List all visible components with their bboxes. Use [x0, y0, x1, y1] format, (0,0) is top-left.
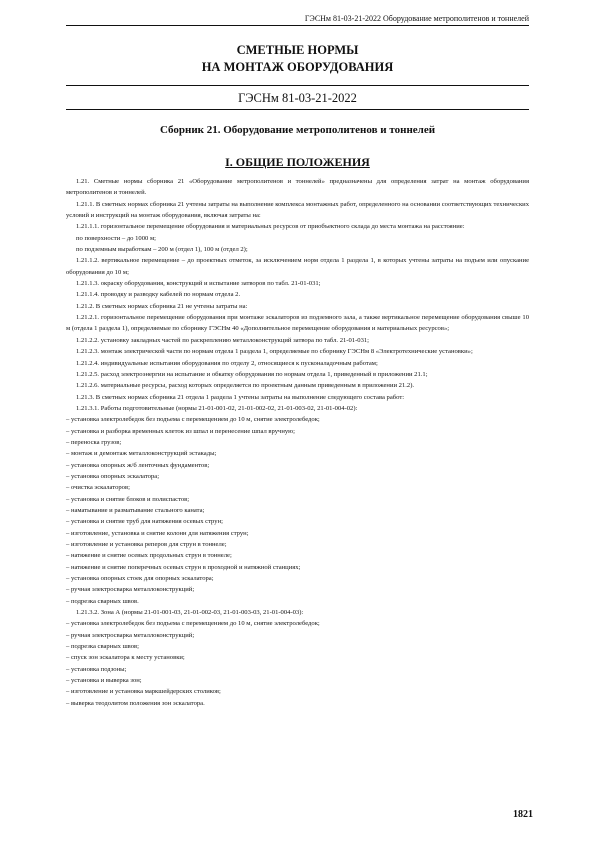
- paragraph: по поверхности – до 1000 м;: [76, 234, 156, 242]
- title-line-1: СМЕТНЫЕ НОРМЫ: [236, 43, 359, 57]
- paragraph: 1.21.2.6. материальные ресурсы, расход которых определяется по проектным данным приведенным в приложении 21.2).: [76, 382, 415, 390]
- header-divider: [66, 25, 529, 26]
- document-title: [0, 42, 595, 76]
- paragraph: 1.21.2.2. установку закладных частей по раскреплению металлоконструкций затвора по табл. 21-01-031;: [76, 336, 369, 344]
- list-item: – установка и разборка временных клеток из шпал и перенесение шпал вручную;: [66, 427, 295, 435]
- list-item: – установка опорных стоек для опорных эскалатора;: [66, 575, 214, 583]
- list-item: – установка электролебедок без подъема с перемещением до 10 м, снятие электролебедок;: [66, 620, 320, 628]
- running-header: ГЭСНм 81-03-21-2022 Оборудование метрополитенов и тоннелей: [304, 14, 529, 23]
- list-item: – изготовление и установка реперов для струн в тоннеле;: [66, 541, 227, 548]
- page-number: 1821: [513, 809, 533, 820]
- paragraph: 1.21.2.4. индивидуальные испытания оборудования по отделу 2, относящиеся к пусконаладочным работам;: [76, 359, 378, 367]
- collection-title: Сборник 21. Оборудование метрополитенов и тоннелей: [159, 124, 436, 136]
- document-code: ГЭСНм 81-03-21-2022: [238, 91, 357, 105]
- paragraph: 1.21.2. В сметных нормах сборника 21 не учтены затраты на:: [76, 302, 248, 310]
- list-item: – установка подзоны;: [66, 665, 127, 673]
- paragraph: 1.21.1.3. окраску оборудования, конструкций и испытание затворов по табл. 21-01-031;: [76, 280, 321, 288]
- list-item: – ручная электросварка металлоконструкций;: [66, 631, 195, 639]
- list-item: – установка и выверка зон;: [66, 677, 142, 685]
- paragraph: 1.21.1. В сметных нормах сборника 21 учтены затраты на выполнение комплекса монтажных работ, определенного на основании соответствующих технических условий и инструкций на монтаж оборудования, включая затраты на:: [66, 200, 529, 220]
- list-item: – установка электролебедок без подъема с перемещением до 10 м, снятие электролебедок;: [66, 416, 320, 424]
- list-item: – ручная электросварка металлоконструкций;: [66, 586, 195, 594]
- paragraph: 1.21.2.5. расход электроэнергии на испытание и обкатку оборудования по нормам отдела 1, приведенный в приложении 21.1;: [76, 370, 428, 378]
- title-divider-bottom: [66, 109, 529, 110]
- paragraph: 1.21.3.1. Работы подготовительные (нормы 21-01-001-02, 21-01-002-02, 21-01-003-02, 21-01-004-02):: [76, 404, 358, 412]
- list-item: – изготовление, установка и снятие колонн для натяжения струн;: [66, 529, 249, 537]
- paragraph: 1.21.1.4. проводку и разводку кабелей по нормам отдела 2.: [76, 291, 241, 299]
- list-item: – установка и снятие труб для натяжения осевых струн;: [66, 518, 223, 526]
- list-item: – переноска грузов;: [66, 438, 122, 446]
- list-item: – изготовление и установка маркшейдерских столиков;: [66, 688, 221, 696]
- list-item: – очистка эскалаторов;: [66, 484, 130, 492]
- document-body: [66, 176, 529, 709]
- list-item: – натяжение и снятие осевых продольных струн в тоннеле;: [66, 552, 232, 560]
- paragraph: 1.21.3.2. Зона А (нормы 21-01-001-03, 21-01-002-03, 21-01-003-03, 21-01-004-03):: [76, 609, 304, 617]
- list-item: – установка опорных эскалатора;: [66, 472, 160, 480]
- paragraph: 1.21.2.3. монтаж электрической части по нормам отдела 1 раздела 1, определяемые по сборнику ГЭСНм 8 «Электротехнические установки»;: [76, 348, 473, 356]
- paragraph: 1.21.3. В сметных нормах сборника 21 отдела 1 раздела 1 учтены затраты на выполнение следующего состава работ:: [76, 393, 405, 401]
- list-item: – наматывание и разматывание стального каната;: [66, 506, 205, 514]
- paragraph: 1.21. Сметные нормы сборника 21 «Оборудование метрополитенов и тоннелей» предназначены для определения затрат на монтаж оборудования метрополитенов и тоннелей.: [66, 178, 529, 197]
- paragraph: 1.21.1.2. вертикальное перемещение – до проектных отметок, за исключением норм отдела 1 раздела 1, в которых учтены затраты на подъем или опускание оборудования до 10 м;: [66, 257, 529, 276]
- paragraph: 1.21.1.1. горизонтальное перемещение оборудования и материальных ресурсов от приобъектного склада до места монтажа на расстояние:: [76, 223, 465, 231]
- list-item: – подрезка сварных швов;: [66, 643, 139, 651]
- title-divider-top: [66, 85, 529, 86]
- section-heading: I. ОБЩИЕ ПОЛОЖЕНИЯ: [225, 155, 370, 169]
- list-item: – подрезка сварных швов.: [66, 597, 139, 605]
- list-item: – спуск зон эскалатора к месту установки;: [66, 654, 185, 662]
- list-item: – натяжение и снятие поперечных осевых струн в проходной и натяжной станциях;: [66, 563, 301, 571]
- list-item: – установка и снятие блоков и полиспастов;: [66, 495, 190, 503]
- paragraph: 1.21.2.1. горизонтальное перемещение оборудования при монтаже эскалаторов из подземного зала, а также вертикальное перемещение оборудования свыше 10 м (отдела 1 раздела 1), определяемые по сборнику ГЭСНм 40 «Дополнительное перемещение оборудования и материальных ресурсов»;: [66, 314, 529, 333]
- paragraph: по подземным выработкам – 200 м (отдел 1), 100 м (отдел 2);: [76, 246, 248, 254]
- title-line-2: НА МОНТАЖ ОБОРУДОВАНИЯ: [201, 60, 394, 74]
- list-item: – выверка теодолитом положения зон эскалатора.: [66, 699, 205, 707]
- list-item: – монтаж и демонтаж металлоконструкций эстакады;: [66, 450, 217, 458]
- list-item: – установка опорных ж/б ленточных фундаментов;: [66, 461, 210, 469]
